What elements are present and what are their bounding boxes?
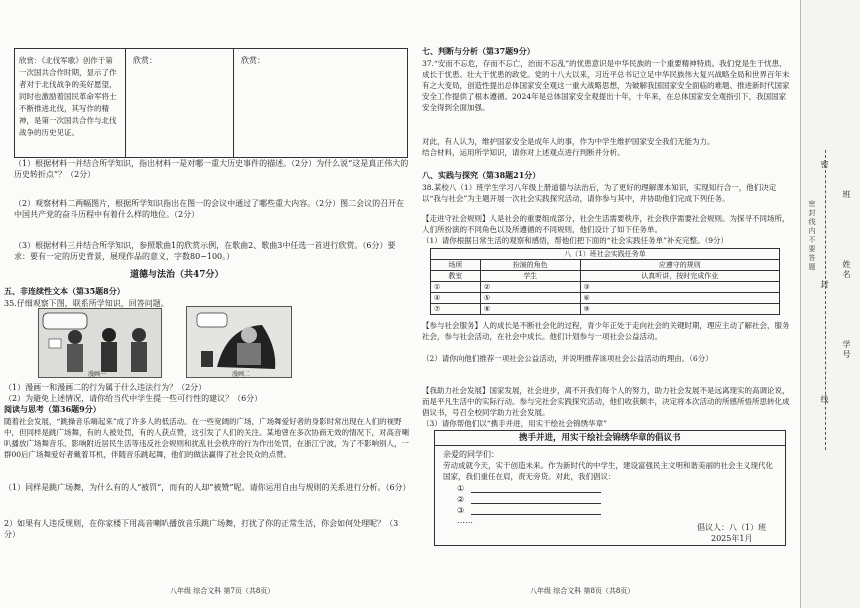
proposal-signer: 倡议人：八（1）班 [697, 523, 767, 532]
task-table-cell: 学生 [480, 271, 580, 282]
proposal-ellipsis: …… [457, 516, 473, 525]
task-table-header-place: 场所 [431, 260, 481, 271]
task-table-blank[interactable]: ⑥ [580, 293, 779, 304]
question-38: 38.某校八（1）班学生学习八年级上册道德与法治后，为了更好的理解课本知识，实现知行合一，他们决定以“我与社会”为主题开展一次社会实践探究活动，请你参与其中，并协助他们完成下列任务。 [422, 183, 777, 203]
task-1-question: （1）请你根据日常生活的观察和感悟，帮他们把下面的“社会实践任务单”补充完整。（9分） [422, 236, 728, 245]
task-table-header-rule: 应遵守的规则 [580, 260, 779, 271]
left-page-footer: 八年级 综合文科 第7页（共8页） [170, 587, 275, 595]
gutter-label-name: 姓名 [842, 260, 851, 280]
gutter-label-number: 学号 [842, 340, 851, 360]
part-5-heading: 五、非连续性文本（第35题8分） [4, 286, 125, 296]
task-table-blank[interactable]: ③ [580, 282, 779, 293]
cartoon-2-drawing [187, 307, 291, 377]
proposal-item-2: ② [457, 495, 465, 504]
task-3-question: （3）请你帮他们以“携手并进，用实干绘社会锦绣华章” [422, 419, 607, 428]
task-table-header-role: 扮演的角色 [480, 260, 580, 271]
question-35-2: （2）为避免上述情况，请你给当代中学生提一些可行性的建议？（6分） [4, 394, 263, 403]
question-35: 35.仔细观察下图，联系所学知识，回答问题。 [4, 299, 169, 308]
cartoon-1-caption: 漫画一 [88, 371, 107, 378]
proposal-title: 携手并进，用实干绘社会锦绣华章的倡议书 [519, 433, 681, 443]
appreciation-cell-1: 欣赏：《北伐军歌》创作于第一次国共合作时期，显示了作者对于北伐战争的美好愿望，同时也激励着国民革命军将士不断推进北伐，其写作的精神，是第一次国共合作与北伐战争的历史见证。 [19, 56, 117, 137]
appreciation-cell-3: 欣赏： [241, 56, 265, 65]
cartoon-1 [38, 308, 162, 378]
proposal-box [434, 430, 786, 546]
part-8-heading: 八、实践与探究（第38题21分） [422, 170, 541, 180]
question-36-2: 2）如果有人违反规则，在你家楼下用高音喇叭播放音乐跳广场舞，打扰了你的正常生活，你会如何处理呢？（3分） [4, 519, 399, 539]
question-37: 37.“安而不忘危，存而不忘亡，治而不忘乱”的忧患意识是中华民族的一个重要精神特质。我们党是生于忧患、成长于忧患、壮大于忧患的政党。党的十八大以来，习近平总书记立足中华民族伟大复兴战略全局和世界百年未有之大变局，创造性提出总体国家安全观这一重大战略思想，为破解我国国家安全面临的难题、推进新时代国家安全工作提供了根本遵循。2024年是总体国家安全观提出十年，十年来，在总体国家安全观指引下，我国国家安全得到全面加强。 [422, 59, 790, 112]
gutter-mark-xian: 线 [820, 395, 829, 405]
reading-material: 随着社会发展，“跳操音乐嗨起来”成了许多人的低活动。在一些宽阔的广场，广场舞爱好者的身影时常出现在人们的视野中，但同样是跳广场舞，有的人被处罚，有的人获点赞，这引发了人们的关注。某地曾在多次协商无效的情况下，对高音喇叭播放广场舞音乐、影响附近居民生活等违反社会规则和扰乱社会秩序的行为作出处罚，在浙江宁波，为了不影响别人，一群00后广场舞爱好者戴着耳机，伴随音乐跳起舞，他们的做法赢得了社会民众的点赞。 [4, 417, 409, 459]
left-page [0, 0, 415, 608]
reading-heading: 阅读与思考（第36题9分） [4, 404, 101, 414]
task-table-title: 八（1）班社会实践任务单 [431, 249, 780, 260]
question-37-ask: 结合材料，运用所学知识，请你对上述观点进行判断并分析。 [422, 148, 625, 157]
proposal-item-1: ① [457, 484, 465, 493]
part-7-heading: 七、判断与分析（第37题9分） [422, 46, 535, 56]
section-title: 道德与法治（共47分） [130, 270, 224, 280]
question-36-1: （1）同样是跳广场舞，为什么有的人“被罚”，而有的人却“被赞”呢。请你运用自由与规则的关系进行分析。（6分） [4, 483, 411, 492]
task-table-blank[interactable]: ① [431, 282, 481, 293]
right-page [420, 0, 800, 608]
proposal-item-3: ③ [457, 506, 465, 515]
task-table-blank[interactable]: ⑤ [480, 293, 580, 304]
proposal-body: 劳动成就今天，实干创造未来。作为新时代的中学生，建设富强民主文明和谐美丽的社会主义现代化国家，我们重任在肩，责无旁贷。对此，我们倡议： [443, 461, 773, 481]
question-3-2: （2）观察材料二两幅图片，根据所学知识指出在图一的会议中通过了哪些重大内容。（2分）图二会议的召开在中国共产党的奋斗历程中有着什么样的地位。（2分） [14, 199, 405, 219]
appreciation-table [14, 48, 408, 158]
gutter-label-class: 班 [842, 190, 851, 200]
task-3-intro: 【我助力社会发展】国家发展，社会进步，离不开我们每个人的努力，助力社会发展不是远离现实的高调论说，而是平凡生活中的实际行动。参与完社会实践探究活动，他们收获颇丰，决定将本次活动的所感所悟所思转化成倡议书，号召全校同学助力社会发展。 [422, 386, 790, 417]
task-2-question: （2）请你向他们推荐一项社会公益活动，并说明推荐该项社会公益活动的理由。（6分） [422, 354, 713, 363]
gutter-mark-mi: 密 [820, 160, 829, 170]
question-3-3: （3）根据材料三并结合所学知识，参照歌曲1的欣赏示例，在歌曲2、歌曲3中任选一首进行欣赏。（6分）要求：要有一定的历史背景，展现作品的意义，字数80~100。） [14, 241, 396, 261]
question-35-1: （1）漫画一和漫画二的行为属于什么违法行为？（2分） [4, 383, 207, 392]
binding-gutter [800, 0, 860, 608]
question-37-claim: 对此，有人认为，维护国家安全是成年人的事，作为中学生维护国家安全我们无能为力。 [422, 137, 715, 146]
cartoon-2-caption: 漫画二 [232, 371, 251, 378]
right-page-footer: 八年级 综合文科 第8页（共8页） [530, 587, 635, 595]
proposal-greeting: 亲爱的同学们： [443, 450, 499, 459]
gutter-note: 密封线内不要答题 [808, 200, 816, 272]
task-1-intro: 【走进守社会规则】人是社会的重要组成部分，社会生活需要秩序，社会秩序需要社会规则。为探寻不同场所，人们所扮演的不同角色以及所遵循的不同规则，他们设计了如下任务单。 [422, 214, 790, 234]
proposal-date: 2025年1月 [711, 534, 753, 543]
task-table [430, 248, 780, 315]
task-table-blank[interactable]: ④ [431, 293, 481, 304]
task-table-cell: 认真听讲，按时完成作业 [580, 271, 779, 282]
task-table-blank[interactable]: ⑧ [480, 304, 580, 315]
gutter-mark-feng: 封 [820, 280, 829, 290]
cartoon-2 [186, 306, 292, 378]
cartoon-1-drawing [39, 309, 161, 377]
question-3-1: （1）根据材料一并结合所学知识，指出材料一是对哪一重大历史事件的描述。（2分）为什么说“这是真正伟大的历史转折点”？（2分） [14, 159, 409, 179]
appreciation-cell-2: 欣赏： [133, 56, 157, 65]
task-table-blank[interactable]: ⑨ [580, 304, 779, 315]
task-2-intro: 【参与社会服务】人的成长是不断社会化的过程，青少年正处于走向社会的关键时期，理应主动了解社会，服务社会，参与社会活动，在社会中成长。他们计划参与一项社会公益活动。 [422, 321, 790, 341]
task-table-blank[interactable]: ② [480, 282, 580, 293]
task-table-blank[interactable]: ⑦ [431, 304, 481, 315]
task-table-cell: 教室 [431, 271, 481, 282]
